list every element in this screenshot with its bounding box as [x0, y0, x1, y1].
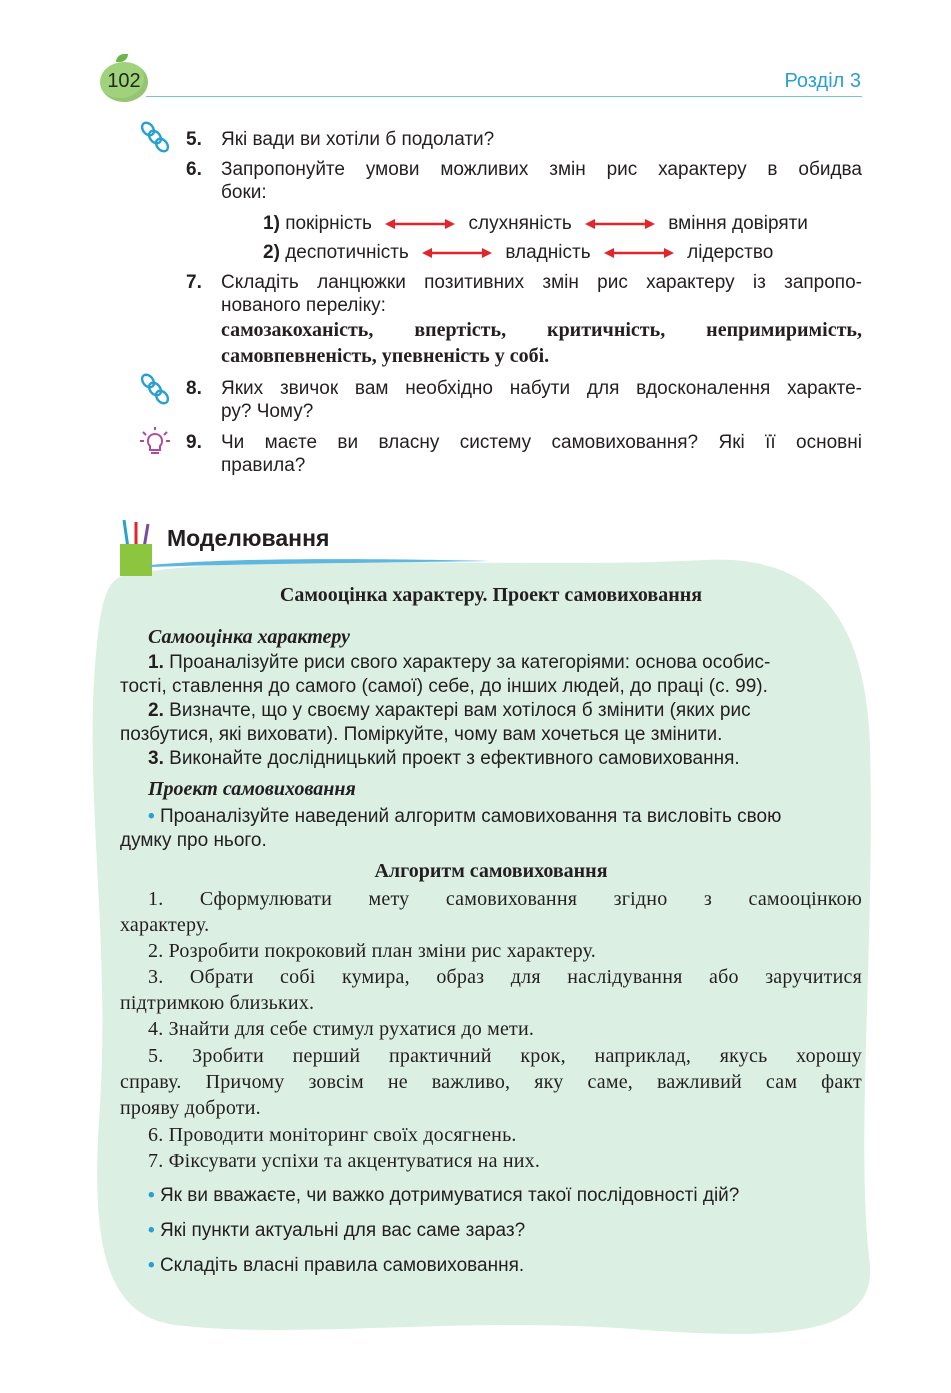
bullet-icon: •	[148, 806, 155, 827]
chain-trait: покірність	[285, 213, 372, 234]
task-number: 3.	[148, 748, 164, 769]
question-9	[186, 431, 862, 477]
page-number: 102	[107, 70, 141, 92]
task-2-line-2: позбутися, які виховати). Поміркуйте, чому вам хочеться це змінити.	[120, 724, 723, 745]
bullet-icon: •	[148, 1220, 155, 1241]
task-text: Проаналізуйте риси свого характеру за категоріями: основа особис-	[169, 652, 771, 673]
question-bullet	[120, 1254, 862, 1278]
question-text-line: Яких звичок вам необхідно набути для вдосконалення характе-	[221, 378, 862, 399]
question-number: 7.	[186, 272, 202, 293]
question-text: Які вади ви хотіли б подолати?	[221, 129, 495, 150]
question-8	[186, 377, 862, 423]
bullet-icon: •	[148, 1185, 155, 1206]
algo-step-5-cont: справу. Причому зовсім не важливо, яку саме, важливий сам факт	[120, 1071, 862, 1093]
algo-step-7: 7. Фіксувати успіхи та акцентуватися на них.	[148, 1150, 541, 1172]
question-text-line: боки:	[221, 182, 267, 203]
algo-step-1-cont: характеру.	[120, 914, 210, 936]
algo-step-5-end: прояву доброти.	[120, 1097, 261, 1119]
algo-step-4: 4. Знайти для себе стимул рухатися до мети.	[148, 1018, 535, 1040]
subheading-project: Проект самовиховання	[148, 778, 356, 800]
chain-trait: вміння довіряти	[668, 213, 808, 234]
question-number: 9.	[186, 432, 202, 453]
trait-list-line: самозакоханість, впертість, критичність, непримиримість,	[221, 319, 862, 341]
bullet-text: Складіть власні правила самовиховання.	[159, 1255, 525, 1276]
modelling-heading: Моделювання	[167, 525, 330, 551]
question-text-line: нованого переліку:	[221, 295, 386, 316]
task-text: Визначте, що у своєму характері вам хотілося б змінити (яких рис	[169, 700, 751, 721]
question-bullet	[120, 1219, 862, 1243]
bullet-text: Які пункти актуальні для вас саме зараз?	[159, 1220, 526, 1241]
question-number: 8.	[186, 378, 202, 399]
apple-leaf-icon	[116, 54, 128, 62]
algo-step-5: 5. Зробити перший практичний крок, наприклад, якусь хорошу	[148, 1045, 862, 1067]
question-7	[186, 271, 862, 371]
section-label: Розділ 3	[784, 70, 861, 92]
trait-list-line: самовпевненість, упевненість у собі.	[221, 345, 550, 367]
algo-step-6: 6. Проводити моніторинг своїх досягнень.	[148, 1124, 517, 1146]
subheading-self-assessment: Самооцінка характеру	[148, 626, 350, 648]
double-arrow-icon	[604, 247, 674, 259]
lightbulb-icon	[138, 426, 172, 460]
task-number: 1.	[148, 652, 164, 673]
chain-trait: лідерство	[687, 242, 774, 263]
bullet-text: Проаналізуйте наведений алгоритм самовиховання та висловіть свою	[159, 806, 782, 827]
task-2	[120, 699, 862, 723]
pencil-cup-icon	[118, 518, 158, 578]
double-arrow-icon	[585, 218, 655, 230]
algo-step-2: 2. Розробити покроковий план зміни рис характеру.	[148, 940, 596, 962]
double-arrow-icon	[422, 247, 492, 259]
question-text-line: Запропонуйте умови можливих змін рис характеру в обидва	[221, 159, 862, 180]
bullet-intro	[120, 805, 862, 829]
chain-trait: слухняність	[468, 213, 572, 234]
algo-step-3: 3. Обрати собі кумира, образ для наслідування або заручитися	[148, 966, 862, 988]
bullet-icon: •	[148, 1255, 155, 1276]
task-3	[120, 747, 862, 771]
task-number: 2.	[148, 700, 164, 721]
double-arrow-icon	[385, 218, 455, 230]
bullet-intro-line-2: думку про нього.	[120, 830, 267, 851]
chain-trait: деспотичність	[285, 242, 409, 263]
question-6	[186, 158, 862, 204]
modelling-title: Самооцінка характеру. Проект самовиховання	[279, 584, 703, 606]
question-text-line: ру? Чому?	[221, 401, 314, 422]
chain-number: 2)	[263, 242, 280, 263]
question-number: 5.	[186, 129, 202, 150]
algo-step-3-cont: підтримкою близьких.	[120, 992, 315, 1014]
task-1	[120, 651, 862, 675]
algo-step-1: 1. Сформулювати мету самовиховання згідно з самооцінкою	[148, 888, 862, 910]
chain-links-icon	[138, 120, 172, 154]
algorithm-title: Алгоритм самовиховання	[374, 860, 608, 882]
task-text: Виконайте дослідницький проект з ефективного самовиховання.	[169, 748, 740, 769]
heading-underline	[150, 556, 490, 568]
question-text-line: Чи маєте ви власну систему самовиховання? Які її основні	[221, 432, 862, 453]
chain-number: 1)	[263, 213, 280, 234]
chain-row-1	[263, 212, 808, 235]
header-divider	[146, 96, 862, 97]
chain-links-icon	[138, 372, 172, 406]
chain-row-2	[263, 241, 773, 264]
question-bullet	[120, 1184, 862, 1208]
question-5	[186, 128, 862, 151]
chain-trait: владність	[505, 242, 591, 263]
question-number: 6.	[186, 159, 202, 180]
task-1-line-2: тості, ставлення до самого (самої) себе, до інших людей, до праці (с. 99).	[120, 676, 768, 697]
question-text-line: Складіть ланцюжки позитивних змін рис характеру із запропо-	[221, 272, 862, 293]
question-text-line: правила?	[221, 455, 306, 476]
bullet-text: Як ви вважаєте, чи важко дотримуватися такої послідовності дій?	[159, 1185, 740, 1206]
